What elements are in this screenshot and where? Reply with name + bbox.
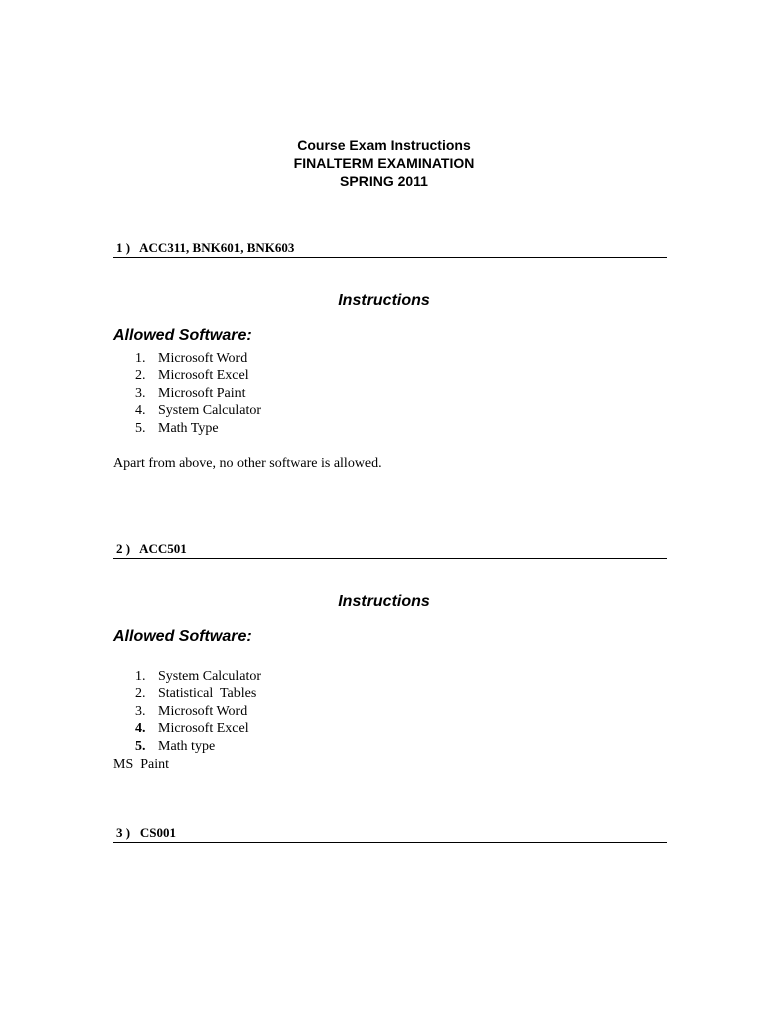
list-item-label: System Calculator	[158, 403, 262, 419]
software-list-1	[113, 350, 261, 437]
list-item	[113, 420, 261, 437]
list-item-number: 2.	[135, 368, 146, 384]
software-note-1: Apart from above, no other software is allowed.	[113, 456, 382, 471]
instructions-title-2: Instructions	[338, 593, 430, 610]
list-item	[113, 685, 261, 702]
list-item	[113, 402, 261, 419]
list-item-number: 2.	[135, 686, 146, 702]
list-item-label: Microsoft Paint	[158, 385, 246, 401]
list-item-label: Microsoft Word	[158, 703, 248, 719]
list-item	[113, 703, 261, 720]
software-list-2	[113, 668, 261, 755]
list-item-number: 4.	[135, 403, 146, 419]
list-item-label: System Calculator	[158, 669, 262, 684]
list-item-label: Microsoft Excel	[158, 368, 249, 384]
page-header	[0, 136, 768, 190]
allowed-software-title-2: Allowed Software:	[113, 628, 252, 645]
list-item	[113, 367, 261, 384]
list-item-label: Math type	[158, 738, 216, 754]
exam-term: SPRING 2011	[340, 173, 428, 189]
list-item-number: 1.	[135, 351, 146, 366]
allowed-software-title-1: Allowed Software:	[113, 327, 252, 344]
list-item-label: Math Type	[158, 420, 219, 436]
section-heading-2: 2 ) ACC501	[113, 541, 667, 559]
list-item	[113, 350, 261, 367]
software-note-2: MS Paint	[113, 757, 170, 772]
list-item-number: 3.	[135, 703, 146, 719]
list-item-label: Statistical Tables	[158, 686, 257, 702]
list-item-number: 1.	[135, 669, 146, 684]
list-item	[113, 385, 261, 402]
section-heading-3: 3 ) CS001	[113, 825, 667, 843]
list-item-number: 3.	[135, 385, 146, 401]
list-item	[113, 668, 261, 685]
document-title: Course Exam Instructions	[297, 137, 471, 153]
list-item-number: 5.	[135, 738, 146, 754]
list-item-number: 4.	[135, 721, 146, 737]
list-item	[113, 738, 261, 755]
list-item-label: Microsoft Excel	[158, 721, 249, 737]
section-heading-1: 1 ) ACC311, BNK601, BNK603	[113, 240, 667, 258]
list-item	[113, 720, 261, 737]
list-item-label: Microsoft Word	[158, 351, 248, 366]
instructions-title-1: Instructions	[338, 292, 430, 309]
exam-title: FINALTERM EXAMINATION	[293, 155, 475, 171]
list-item-number: 5.	[135, 420, 146, 436]
